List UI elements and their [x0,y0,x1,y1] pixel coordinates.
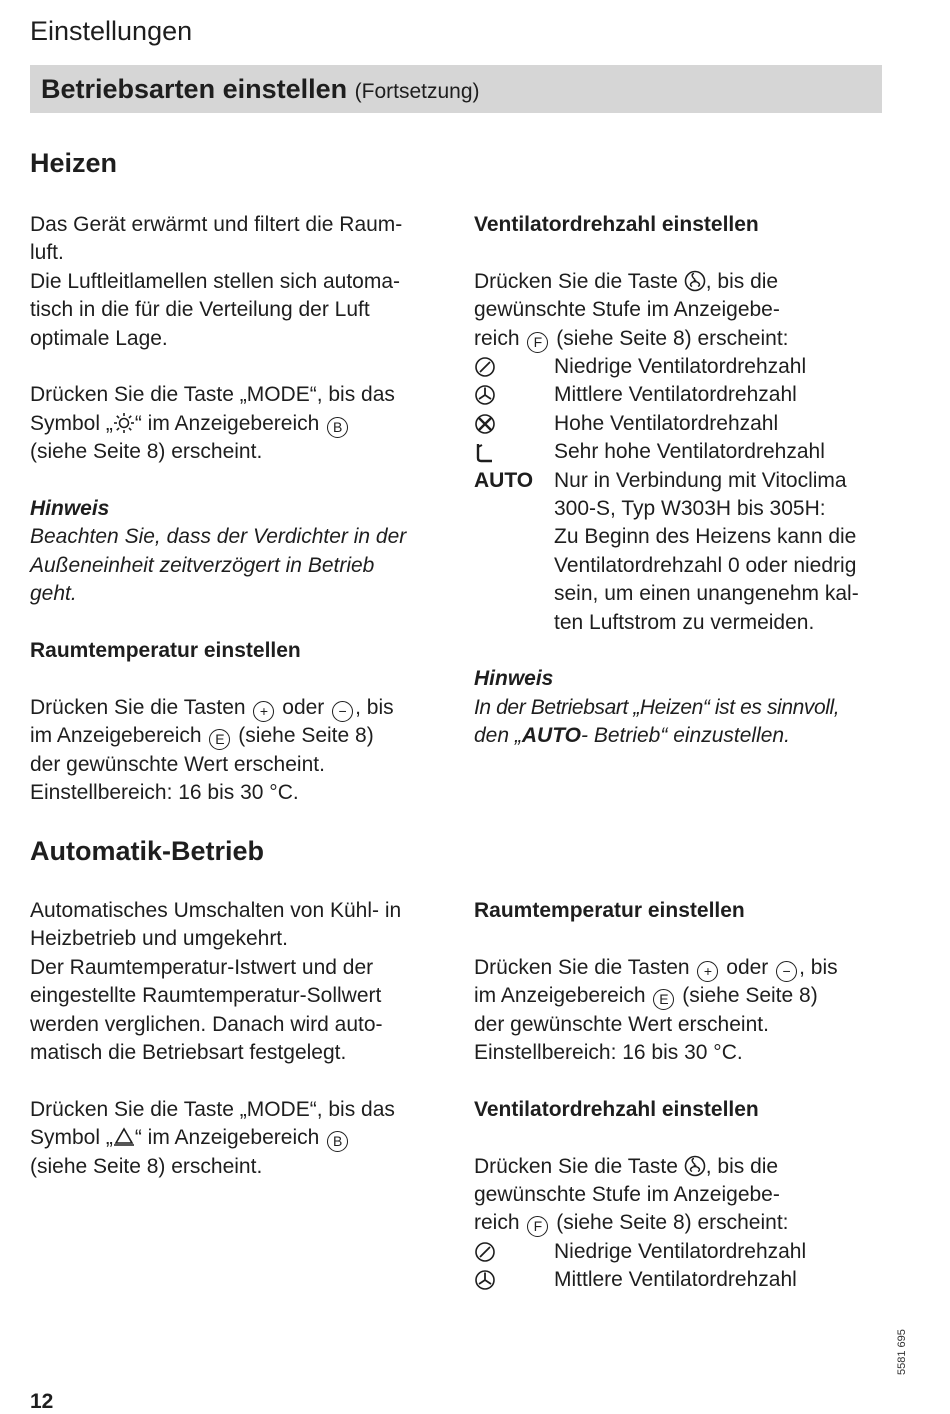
text-fragment: reich [474,1211,520,1235]
text-line [30,722,450,750]
text-fragment: im Anzeigebereich [474,984,646,1008]
note-line: Außeneinheit zeitverzögert in Betrieb [30,553,375,577]
text-line: werden verglichen. Danach wird auto- [30,1012,383,1036]
fan-high-icon [474,413,496,435]
fan-key-icon [684,270,706,292]
text-line [474,954,904,982]
text-fragment: - Betrieb“ einzustellen. [581,724,790,748]
text-line: Einstellbereich: 16 bis 30 °C. [474,1041,743,1065]
text-line: Nur in Verbindung mit Vitoclima [554,468,847,492]
text-fragment: oder [282,695,325,719]
sun-icon [113,412,135,434]
text-line [30,410,450,438]
text-line: (siehe Seite 8) erscheint. [30,1154,263,1178]
subheading-raumtemperatur: Raumtemperatur einstellen [474,899,745,922]
fan-level-label: Hohe Ventilatordrehzahl [554,411,779,435]
page-title-suffix: (Fortsetzung) [354,80,480,103]
auto-mode-icon [113,1126,135,1148]
note-line: geht. [30,582,77,606]
text-line [474,982,904,1010]
heading-heizen: Heizen [30,148,118,178]
text-line: ten Luftstrom zu vermeiden. [554,610,815,634]
text-line: matisch die Betriebsart festgelegt. [30,1041,347,1065]
fan-medium-icon [474,1269,496,1291]
text-line: der gewünschte Wert erscheint. [30,752,325,776]
text-line: Der Raumtemperatur-Istwert und der [30,955,374,979]
text-line: optimale Lage. [30,326,168,350]
area-marker-f: F [527,332,548,353]
page-title-text: Betriebsarten einstellen [41,74,348,104]
section-label: Einstellungen [30,16,193,46]
text-line: Drücken Sie die Taste „MODE“, bis das [30,383,395,407]
page-title [41,74,480,105]
text-line [30,694,450,722]
fan-low-icon [474,1241,496,1263]
subheading-ventilator: Ventilatordrehzahl einstellen [474,1097,759,1121]
area-marker-e: E [209,729,230,750]
fan-speed-list [474,1238,904,1295]
auto-label: AUTO [474,468,534,492]
automatik-left-column [30,897,450,1181]
text-fragment: , bis [799,955,838,979]
auto-description [554,467,904,637]
fan-medium-icon [474,384,496,406]
automatik-right-column [474,897,904,1295]
text-line: Ventilatordrehzahl 0 oder niedrig [554,553,857,577]
fan-turbo-icon [474,441,496,463]
text-line [474,1153,904,1181]
subheading-ventilator: Ventilatordrehzahl einstellen [474,213,759,236]
text-line: sein, um einen unangenehm kal- [554,582,859,606]
text-line: Die Luftleitlamellen stellen sich automa- [30,269,401,293]
text-fragment: , bis die [705,1154,779,1178]
area-marker-e: E [653,989,674,1010]
plus-key-icon: + [697,961,718,982]
area-marker-b: B [327,1131,348,1152]
text-line: Heizbetrieb und umgekehrt. [30,927,288,951]
text-fragment: Drücken Sie die Taste [474,1154,678,1178]
text-fragment: “ im Anzeigebereich [134,411,320,435]
text-fragment: “ im Anzeigebereich [134,1126,320,1150]
text-fragment: oder [726,955,769,979]
subheading-raumtemperatur: Raumtemperatur einstellen [30,639,301,663]
area-marker-f: F [527,1216,548,1237]
note-title: Hinweis [30,497,110,521]
text-fragment: , bis die [705,269,779,293]
text-line: Zu Beginn des Heizens kann die [554,525,857,549]
fan-level-label: Niedrige Ventilatordrehzahl [554,1239,807,1263]
text-fragment: reich [474,326,520,350]
note-line: In der Betriebsart „Heizen“ ist es sinnvoll, [474,695,840,719]
minus-key-icon: − [776,961,797,982]
text-fragment: im Anzeigebereich [30,724,202,748]
text-line: Einstellbereich: 16 bis 30 °C. [30,781,299,805]
page-number: 12 [30,1390,54,1413]
text-line [474,268,904,296]
text-fragment: (siehe Seite 8) [238,724,374,748]
note-line [474,722,904,750]
text-line: tisch in die für die Verteilung der Luft [30,298,370,322]
text-line [474,1209,904,1237]
note-line: Beachten Sie, dass der Verdichter in der [30,525,407,549]
text-fragment: Drücken Sie die Taste [474,269,678,293]
area-marker-b: B [327,417,348,438]
fan-level-label: Mittlere Ventilatordrehzahl [554,383,797,407]
minus-key-icon: − [332,701,353,722]
text-fragment: , bis [355,695,394,719]
text-line: gewünschte Stufe im Anzeigebe- [474,1183,780,1207]
text-line: (siehe Seite 8) erscheint. [30,440,263,464]
text-line: Drücken Sie die Taste „MODE“, bis das [30,1097,395,1121]
heizen-left-column [30,211,450,807]
heading-automatik: Automatik-Betrieb [30,836,265,866]
text-fragment: Drücken Sie die Tasten [474,955,690,979]
fan-level-label: Niedrige Ventilatordrehzahl [554,355,807,379]
text-line: 300-S, Typ W303H bis 305H: [554,497,826,521]
title-bar [30,65,882,113]
fan-low-icon [474,356,496,378]
text-fragment: AUTO [521,724,581,748]
plus-key-icon: + [253,701,274,722]
text-fragment: Symbol „ [30,411,113,435]
text-line: der gewünschte Wert erscheint. [474,1012,769,1036]
heizen-right-column [474,211,904,751]
text-fragment: (siehe Seite 8) erscheint: [556,1211,789,1235]
text-fragment: den „ [474,724,522,748]
text-line [30,1124,450,1152]
note-title: Hinweis [474,667,554,691]
document-number: 5581 695 [896,1329,908,1375]
text-line: Automatisches Umschalten von Kühl- in [30,899,402,922]
fan-key-icon [684,1155,706,1177]
text-fragment: (siehe Seite 8) erscheint: [556,326,789,350]
fan-speed-list [474,353,904,637]
text-line: gewünschte Stufe im Anzeigebe- [474,298,780,322]
text-fragment: Drücken Sie die Tasten [30,695,246,719]
fan-level-label: Sehr hohe Ventilatordrehzahl [554,440,825,464]
text-line: luft. [30,241,64,265]
fan-level-label: Mittlere Ventilatordrehzahl [554,1268,797,1292]
text-line [474,325,904,353]
text-line: eingestellte Raumtemperatur-Sollwert [30,984,382,1008]
text-line: Das Gerät erwärmt und filtert die Raum- [30,213,403,236]
text-fragment: (siehe Seite 8) [682,984,818,1008]
text-fragment: Symbol „ [30,1126,113,1150]
